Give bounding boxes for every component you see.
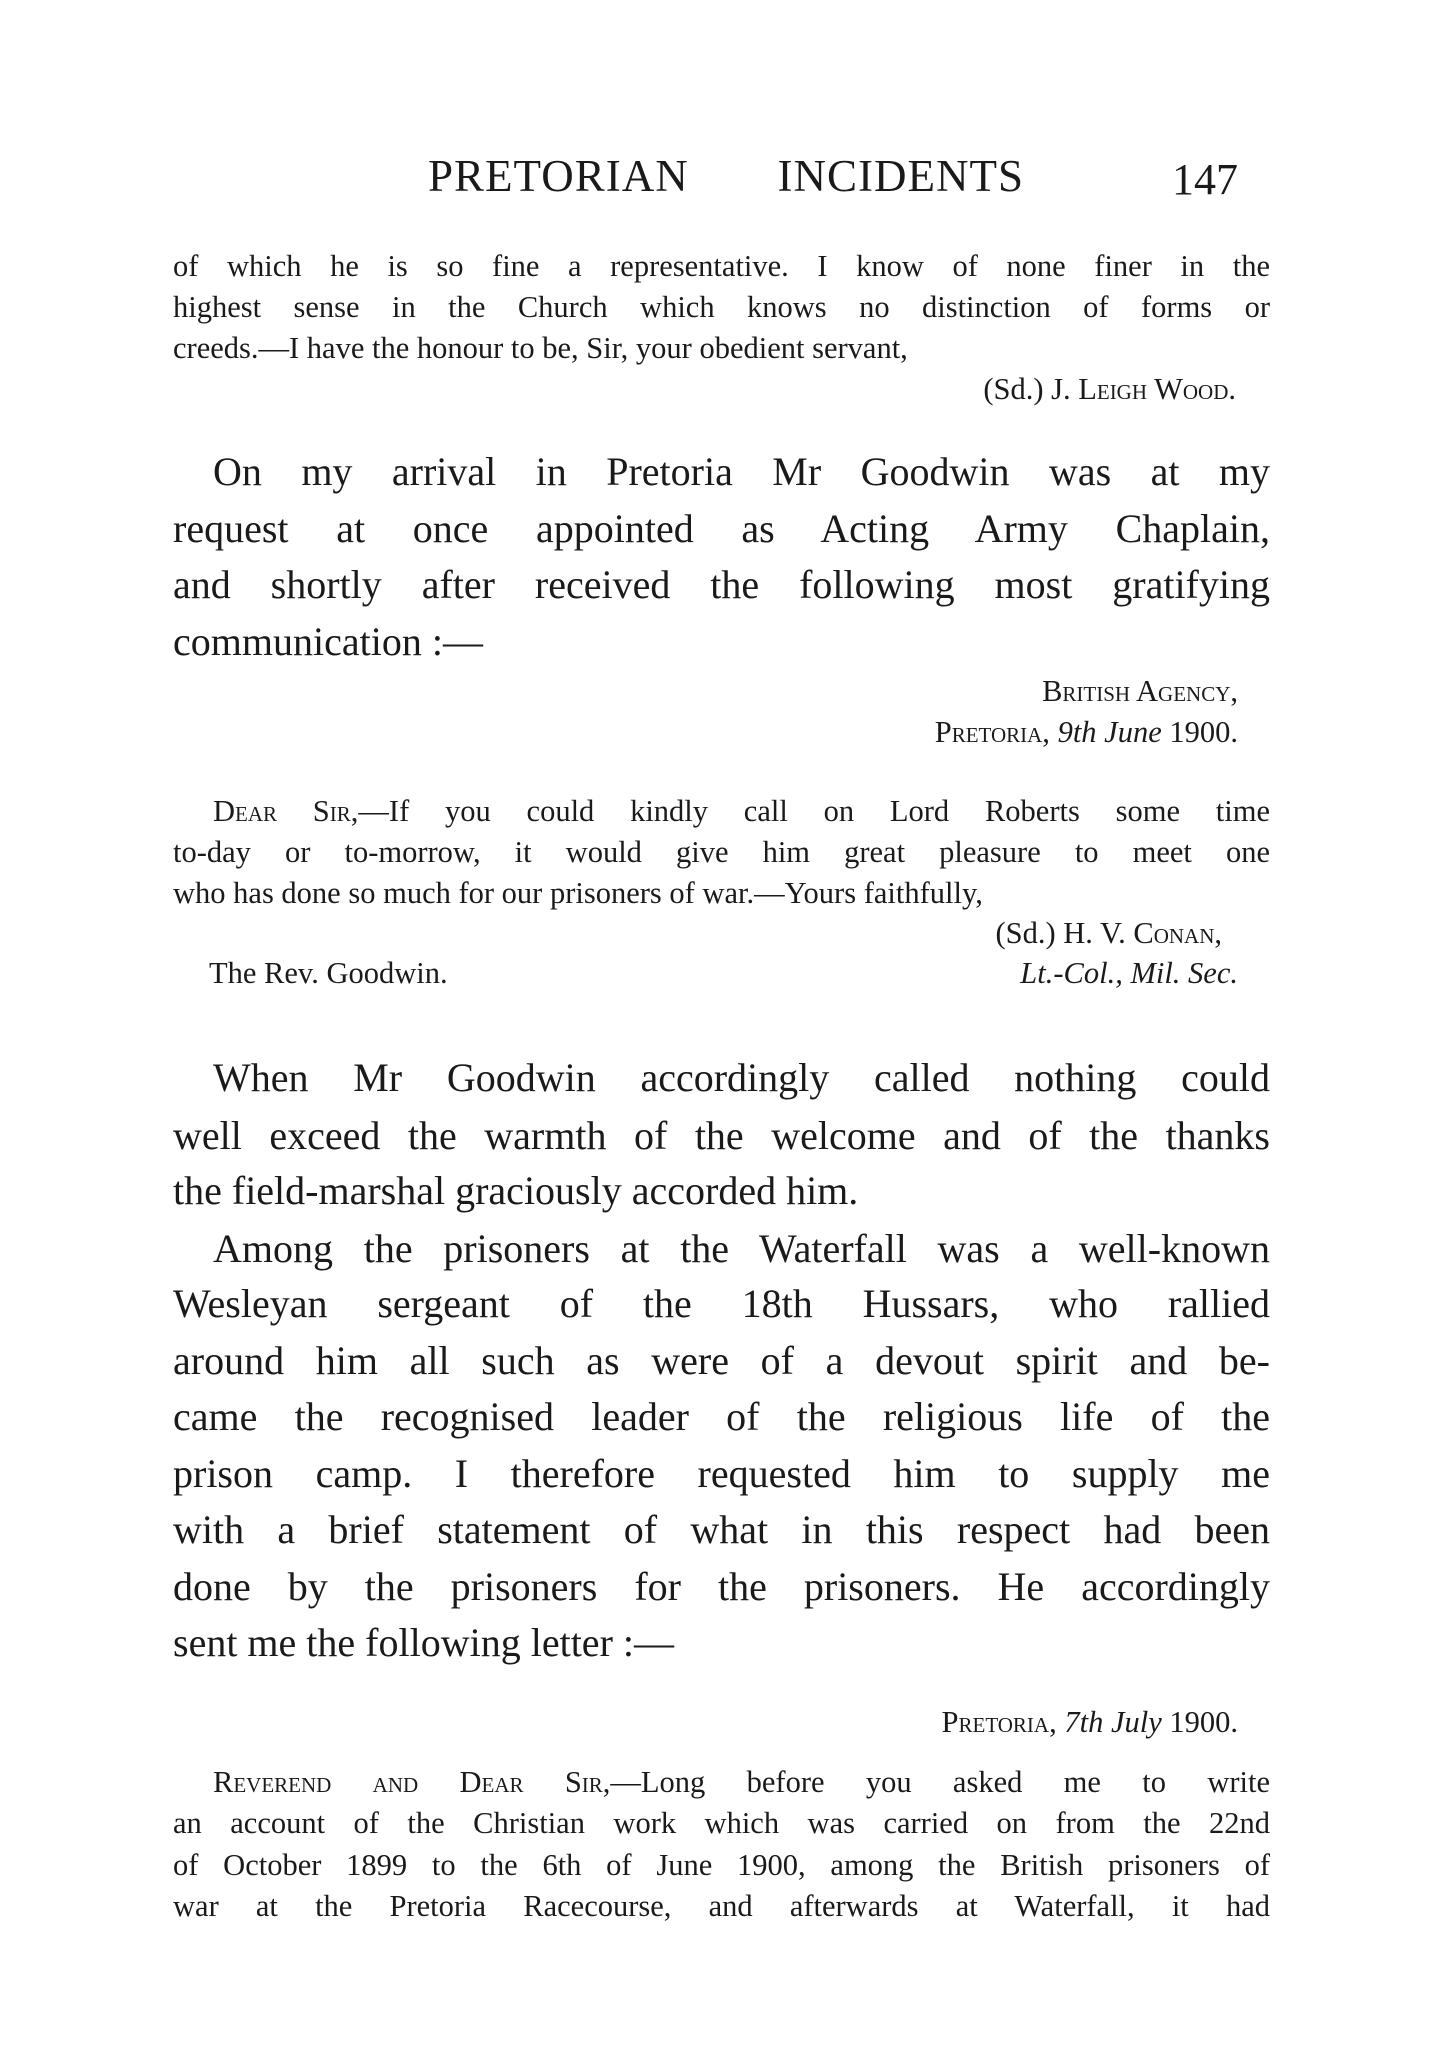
text-run: British Agency, — [1042, 673, 1238, 708]
text-run: Lt.-Col., Mil. Sec. — [1020, 955, 1238, 990]
text-run: Reverend and Dear Sir, — [213, 1764, 611, 1799]
text-run: (Sd.) J. — [983, 371, 1079, 406]
letter-line — [173, 712, 1238, 753]
text-run: of which he is so fine a representative. I know of none finer in the — [173, 248, 1270, 283]
letter-line — [173, 832, 1270, 873]
body-line — [173, 1276, 1270, 1332]
text-run: 7th July — [1064, 1704, 1162, 1739]
body-line — [213, 1221, 1270, 1277]
text-run: creeds.—I have the honour to be, Sir, your obedient servant, — [173, 330, 908, 365]
letter-line — [213, 791, 1270, 832]
text-run: war at the Pretoria Racecourse, and afterwards at Waterfall, it had — [173, 1888, 1270, 1923]
text-run: around him all such as were of a devout spirit and be- — [173, 1338, 1270, 1383]
letter-line — [173, 953, 1238, 994]
body-line — [173, 1333, 1270, 1389]
text-run: 9th June — [1057, 714, 1162, 749]
letter-line — [173, 913, 1222, 954]
body-line — [173, 501, 1270, 557]
body-line — [213, 444, 1270, 500]
text-run: sent me the following letter :— — [173, 1620, 674, 1665]
body-line — [173, 1389, 1270, 1445]
letter-line — [173, 873, 1270, 914]
text-run: Dear Sir, — [213, 793, 359, 828]
text-run: highest sense in the Church which knows no distinction of forms or — [173, 289, 1270, 324]
text-run: Conan, — [1133, 915, 1222, 950]
text-run: —If you could kindly call on Lord Roberts some time — [358, 793, 1270, 828]
text-run: Pretoria, — [934, 714, 1058, 749]
text-run: 1900. — [1161, 714, 1238, 749]
letter-line — [213, 1762, 1270, 1803]
body-line — [173, 1615, 1270, 1671]
body-line — [173, 1559, 1270, 1615]
body-line — [173, 614, 1270, 670]
letter-line — [173, 671, 1238, 712]
body-line — [173, 1502, 1270, 1558]
text-run: communication :— — [173, 619, 483, 664]
text-run: and shortly after received the following most gratifying — [173, 562, 1270, 607]
text-run: —Long before you asked me to write — [610, 1764, 1270, 1799]
running-head: PRETORIAN INCIDENTS — [428, 151, 1024, 201]
text-run: an account of the Christian work which was carried on from the 22nd — [173, 1805, 1270, 1840]
text-run: the field-marshal graciously accorded him. — [173, 1168, 859, 1213]
text-run: The Rev. Goodwin. — [209, 955, 448, 990]
letter-line — [173, 328, 1270, 369]
text-run: (Sd.) H. V. — [995, 915, 1134, 950]
text-run: to-day or to-morrow, it would give him great pleasure to meet one — [173, 834, 1270, 869]
body-line — [213, 1050, 1270, 1106]
text-run: prison camp. I therefore requested him to supply me — [173, 1451, 1270, 1496]
text-run: who has done so much for our prisoners of war.—Yours faithfully, — [173, 875, 983, 910]
letter-line — [173, 287, 1270, 328]
text-run: When Mr Goodwin accordingly called nothing could — [213, 1055, 1270, 1100]
text-run: request at once appointed as Acting Army Chaplain, — [173, 506, 1270, 551]
text-run: Pretoria, — [941, 1704, 1065, 1739]
text-run: came the recognised leader of the religious life of the — [173, 1394, 1270, 1439]
body-line — [173, 1446, 1270, 1502]
text-run: 1900. — [1161, 1704, 1238, 1739]
text-run: Among the prisoners at the Waterfall was a well-known — [213, 1226, 1270, 1271]
body-line — [173, 1108, 1270, 1164]
letter-line — [173, 1845, 1270, 1886]
page-number: 147 — [1172, 155, 1238, 204]
body-line — [173, 557, 1270, 613]
letter-line — [173, 1702, 1238, 1743]
text-run: On my arrival in Pretoria Mr Goodwin was at my — [213, 449, 1270, 494]
letter-line — [173, 246, 1270, 287]
text-run: of October 1899 to the 6th of June 1900, among the British prisoners of — [173, 1847, 1270, 1882]
text-run: Wesleyan sergeant of the 18th Hussars, who rallied — [173, 1281, 1270, 1326]
letter-line — [173, 1803, 1270, 1844]
letter-line — [173, 1886, 1270, 1927]
text-run: well exceed the warmth of the welcome and of the thanks — [173, 1113, 1270, 1158]
body-line — [173, 1163, 1270, 1219]
text-run: with a brief statement of what in this respect had been — [173, 1507, 1270, 1552]
text-run: done by the prisoners for the prisoners. He accordingly — [173, 1564, 1270, 1609]
text-run: Leigh Wood. — [1078, 371, 1236, 406]
letter-line — [173, 369, 1236, 410]
